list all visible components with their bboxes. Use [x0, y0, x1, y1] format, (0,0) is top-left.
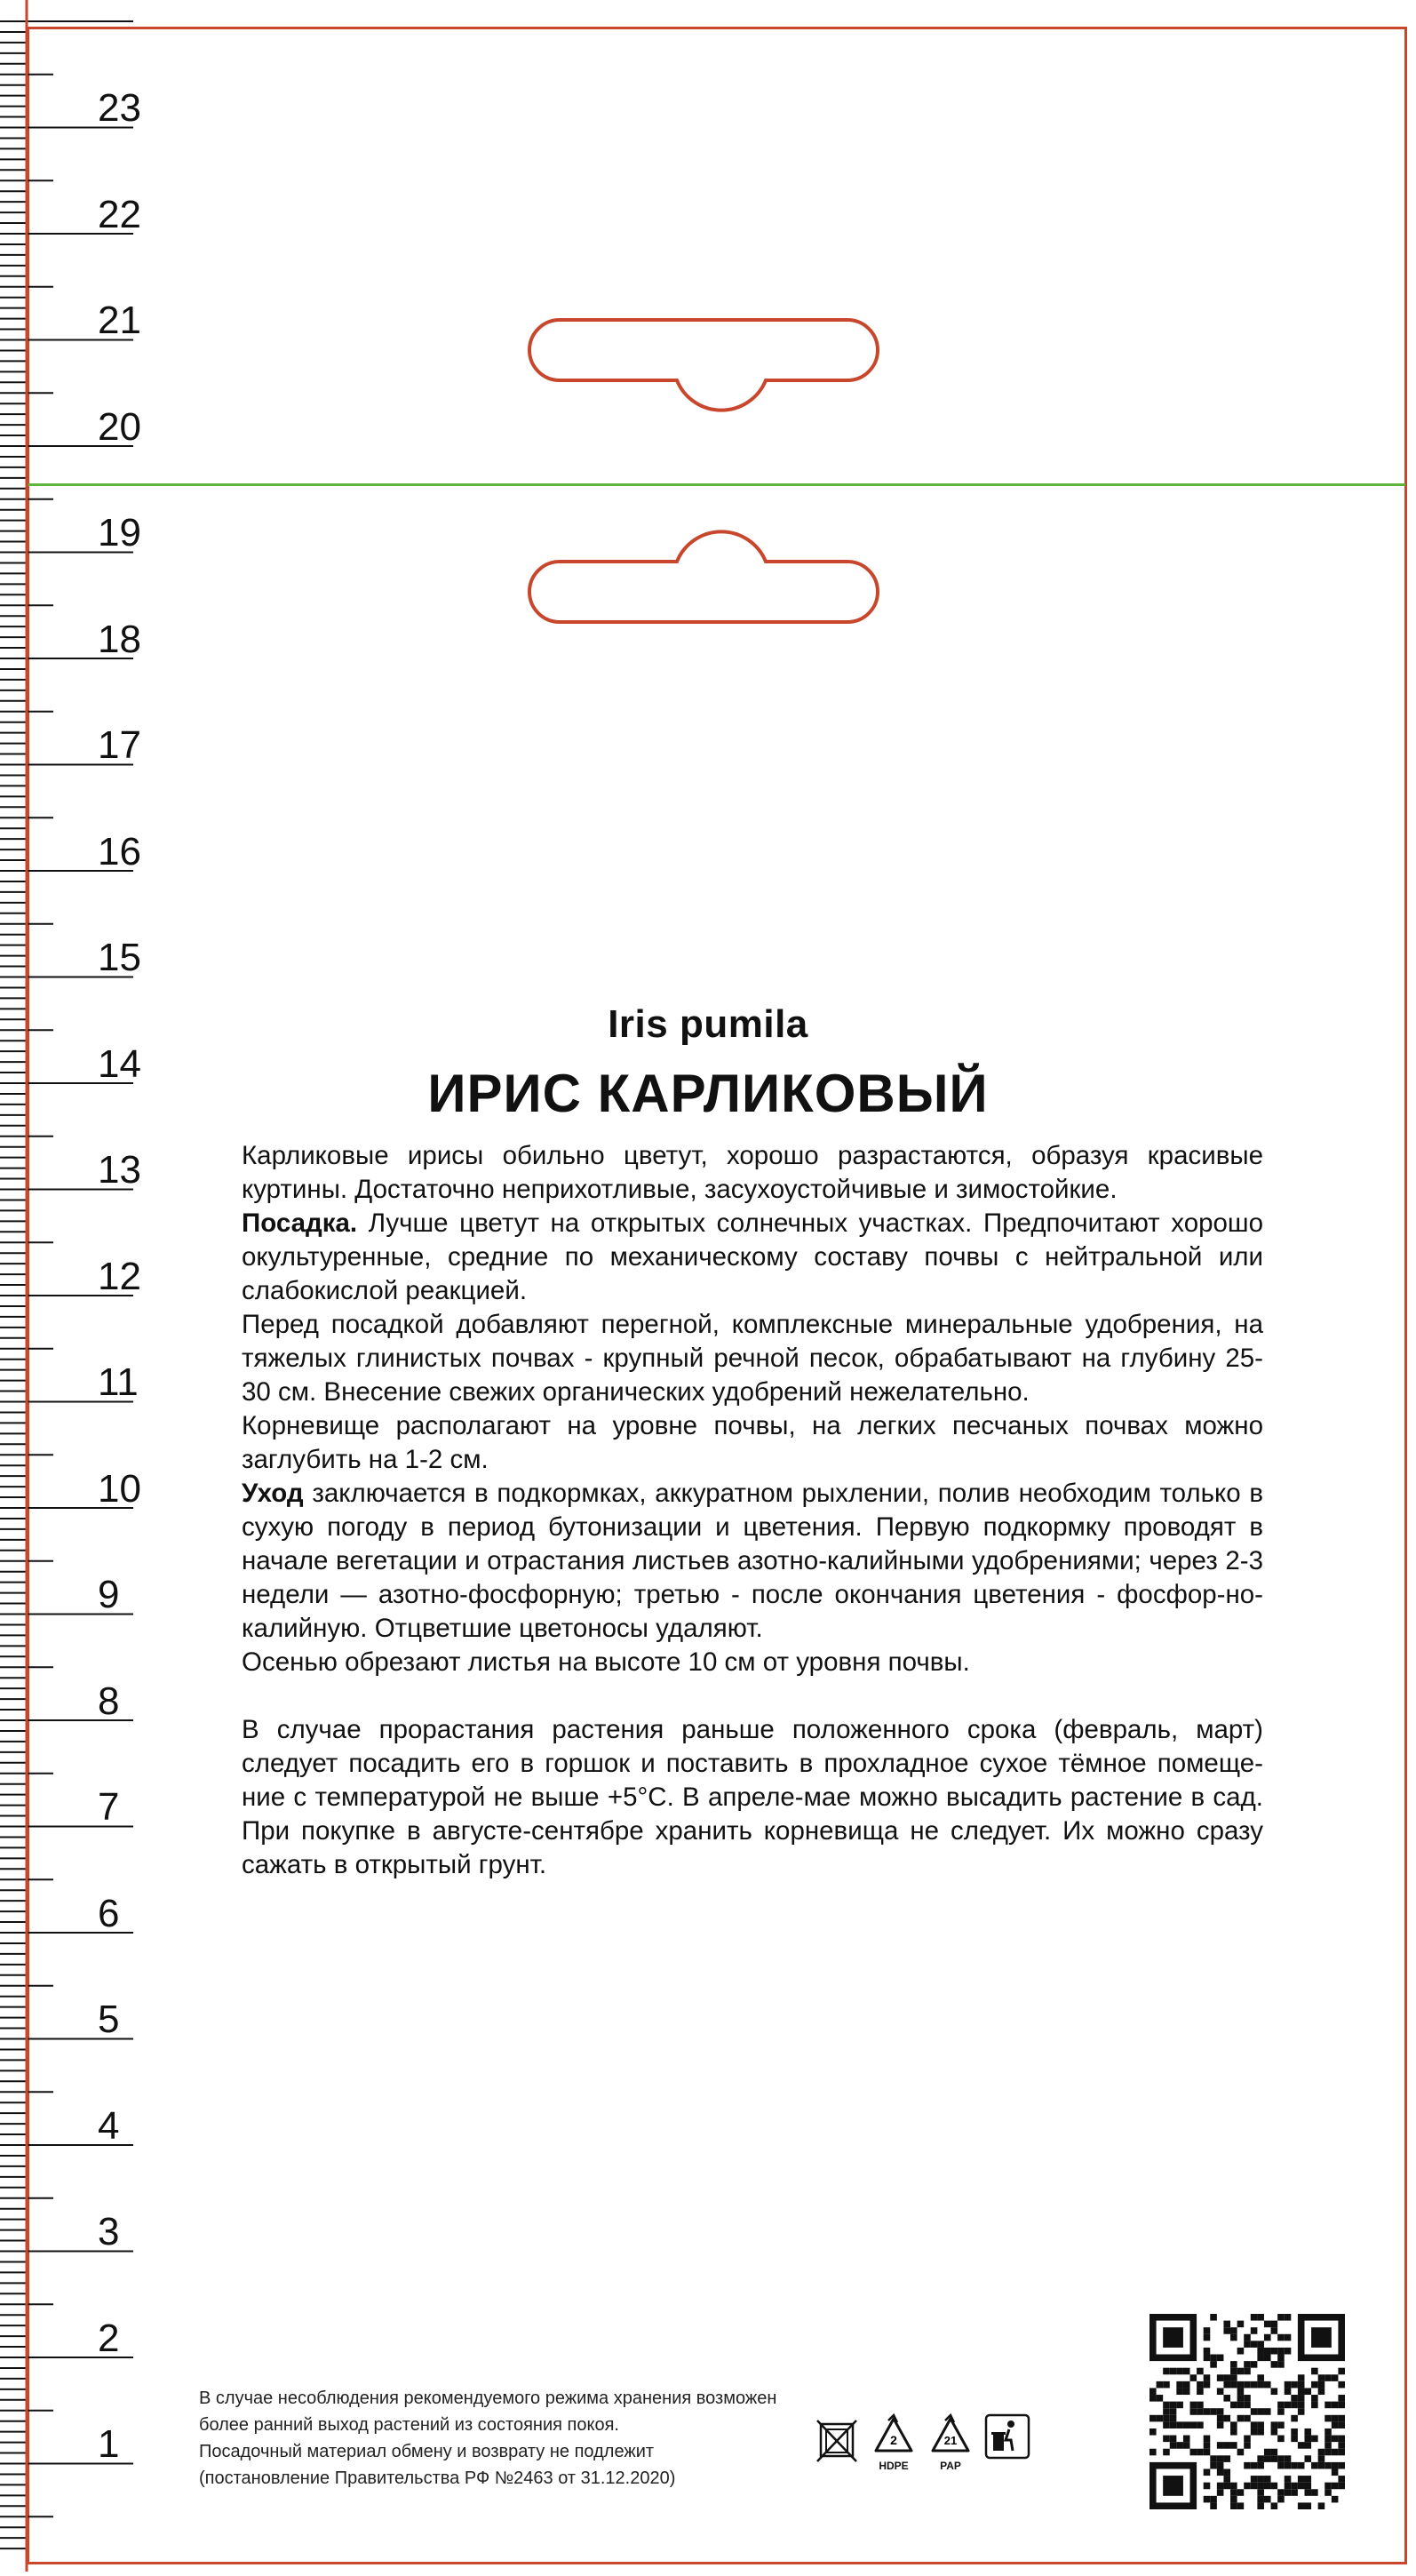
- legal-note: [199, 2385, 803, 2492]
- care-paragraph: [242, 1477, 1263, 1646]
- ruler-label: 7: [98, 1785, 120, 1829]
- centimeter-ruler: [0, 0, 141, 2572]
- fertilizer-paragraph: Перед посадкой добавляют перегной, комплексные минеральные удобрения, на тяжелых глинистых почвах - крупный речной песок, обрабатывают на глубину 25-30 см. Внесение свежих органических удобрений нежелательно.: [242, 1310, 1263, 1407]
- ruler-label: 20: [98, 404, 141, 449]
- qr-code: [1150, 2314, 1345, 2509]
- ruler-label: 19: [98, 511, 141, 554]
- ruler-label: 22: [98, 192, 141, 236]
- legal-line: (постановление Правительства РФ №2463 от 31.12.2020): [199, 2468, 676, 2488]
- ruler-label: 4: [98, 2103, 120, 2148]
- ruler-label: 9: [98, 1573, 120, 1616]
- recycle-label: HDPE: [879, 2460, 909, 2472]
- ruler-label: 11: [98, 1360, 139, 1404]
- ruler-label: 14: [98, 1041, 141, 1086]
- storage-paragraph: В случае прорастания растения раньше положенного срока (февраль, март) следует посадить его в горшок и поставить в прохладное сухое тёмное помеще-ние с температурой не выше +5°С. В апреле-мае можно высадить растение в сад. При покупке в августе-сентябре хранить корневища не следует. Их можно сразу сажать в открытый грунт.: [242, 1715, 1263, 1879]
- hang-hole-top: [526, 311, 881, 418]
- description: [242, 1139, 1263, 1882]
- product-title: ИРИС КАРЛИКОВЫЙ: [427, 1064, 989, 1123]
- ruler-label: 21: [98, 299, 141, 342]
- recycle-label: PAP: [940, 2460, 961, 2472]
- ruler-label: 2: [98, 2316, 120, 2360]
- ruler-label: 12: [98, 1254, 141, 1298]
- hang-hole-bottom: [526, 524, 881, 631]
- care-text: заключается в подкормках, аккуратном рыхлении, полив необходим только в сухую погоду в период бутонизации и цветения. Первую подкормку проводят в начале вегетации и отрастания листьев азотно-калийными удобрениями; через 2-3 недели — азотно-фосфорную; третью - после окончания цветения - фосфор-но-калийную. Отцветшие цветоносы удаляют.: [242, 1479, 1263, 1643]
- ruler-label: 17: [98, 723, 141, 767]
- legal-line: Посадочный материал обмену и возврату не подлежит: [199, 2442, 655, 2461]
- planting-paragraph: [242, 1207, 1263, 1308]
- fold-line: [27, 483, 1405, 486]
- recycle-number: 2: [890, 2433, 897, 2447]
- ruler-label: 5: [98, 1998, 120, 2041]
- ruler-label: 1: [98, 2422, 120, 2466]
- planting-text: Лучше цветут на открытых солнечных участках. Предпочитают хорошо окультуренные, средние по механическому составу почвы с нейтральной или слабокислой реакцией.: [242, 1208, 1263, 1305]
- recycle-number: 21: [943, 2434, 958, 2447]
- ruler-label: 15: [98, 936, 141, 979]
- legal-line: В случае несоблюдения рекомендуемого режима хранения возможен: [199, 2389, 777, 2408]
- care-label: Уход: [242, 1479, 304, 1508]
- rhizome-paragraph: Корневище располагают на уровне почвы, на легких песчаных почвах можно заглубить на 1-2 см.: [242, 1411, 1263, 1474]
- autumn-paragraph: Осенью обрезают листья на высоте 10 см от уровня почвы.: [242, 1647, 970, 1677]
- ruler-label: 16: [98, 829, 141, 873]
- recycle-21-icon: [927, 2413, 974, 2472]
- ruler-label: 3: [98, 2210, 120, 2253]
- planting-label: Посадка.: [242, 1208, 358, 1238]
- eco-icons: [814, 2413, 1030, 2472]
- intro-paragraph: Карликовые ирисы обильно цветут, хорошо разрастаются, образуя красивые куртины. Достаточно неприхотливые, засухоустойчивые и зимостойкие.: [242, 1141, 1263, 1204]
- legal-line: более ранний выход растений из состояния покоя.: [199, 2415, 619, 2435]
- ruler-label: 8: [98, 1679, 120, 1723]
- ruler-label: 18: [98, 617, 141, 661]
- latin-name: Iris pumila: [608, 1002, 808, 1046]
- ruler-label: 6: [98, 1891, 120, 1935]
- ruler-label: 10: [98, 1466, 141, 1511]
- recycle-2-icon: [871, 2413, 917, 2472]
- ruler-label: 13: [98, 1148, 141, 1192]
- no-dispose-icon: [814, 2413, 860, 2472]
- ruler-label: 23: [98, 86, 141, 130]
- trash-bin-icon: [984, 2413, 1030, 2472]
